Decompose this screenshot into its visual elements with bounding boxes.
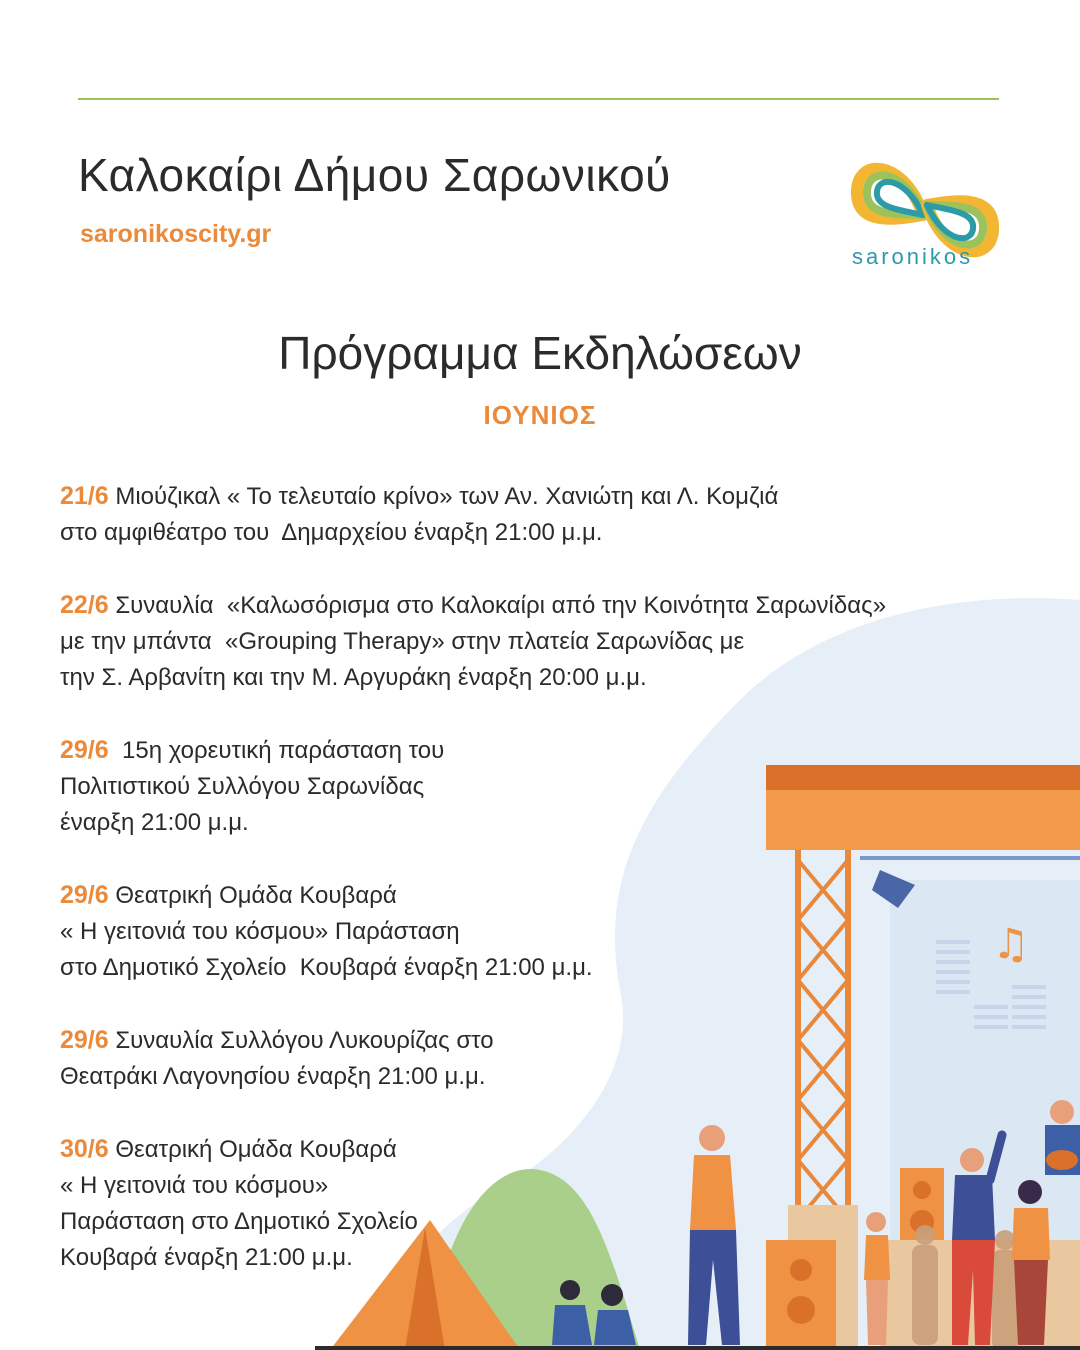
site-url-link[interactable]: saronikoscity.gr [80, 220, 272, 248]
music-note-icon: ♫ [992, 919, 1030, 968]
month-heading: ΙΟΥΝΙΟΣ [483, 400, 597, 430]
event-line: την Σ. Αρβανίτη και την Μ. Αργυράκη έναρξη 20:00 μ.μ. [60, 664, 647, 691]
event-line: « Η γειτονιά του κόσμου» Παράσταση [60, 918, 460, 945]
event-text: 15η χορευτική παράσταση του [108, 737, 445, 764]
event-line: Παράσταση στο Δημοτικό Σχολείο [60, 1208, 418, 1235]
event-line [60, 732, 980, 769]
event-line: Πολιτιστικού Συλλόγου Σαρωνίδας [60, 773, 425, 800]
event-line [60, 587, 980, 624]
event-line: στο αμφιθέατρο του Δημαρχείου έναρξη 21:00 μ.μ. [60, 519, 603, 546]
event-line [60, 478, 980, 515]
event-date: 22/6 [60, 591, 109, 619]
event-date: 29/6 [60, 881, 109, 909]
event-item [60, 877, 980, 986]
event-line [60, 1022, 980, 1059]
event-date: 30/6 [60, 1135, 109, 1163]
event-text: Θεατρική Ομάδα Κουβαρά [108, 882, 397, 909]
event-line [60, 1131, 980, 1168]
event-line: έναρξη 21:00 μ.μ. [60, 809, 249, 836]
event-line: « Η γειτονιά του κόσμου» [60, 1172, 329, 1199]
event-item [60, 1131, 980, 1276]
event-line: Θεατράκι Λαγονησίου έναρξη 21:00 μ.μ. [60, 1063, 486, 1090]
event-text: Συναυλία «Καλωσόρισμα στο Καλοκαίρι από την Κοινότητα Σαρωνίδας» [108, 592, 887, 619]
event-date: 21/6 [60, 482, 109, 510]
event-line [60, 877, 980, 914]
event-item [60, 587, 980, 696]
site-title: Καλοκαίρι Δήμου Σαρωνικού [78, 149, 671, 201]
event-text: Μιούζικαλ « Το τελευταίο κρίνο» των Αν. Χανιώτη και Λ. Κομζιά [108, 483, 779, 510]
event-line: με την μπάντα «Grouping Therapy» στην πλατεία Σαρωνίδας με [60, 628, 745, 655]
event-item [60, 1022, 980, 1095]
program-title: Πρόγραμμα Εκδηλώσεων [278, 327, 802, 379]
event-date: 29/6 [60, 736, 109, 764]
event-line: στο Δημοτικό Σχολείο Κουβαρά έναρξη 21:00 μ.μ. [60, 954, 593, 981]
event-line: Κουβαρά έναρξη 21:00 μ.μ. [60, 1244, 353, 1271]
event-date: 29/6 [60, 1026, 109, 1054]
event-item [60, 732, 980, 841]
event-item [60, 478, 980, 551]
event-list [60, 478, 980, 1312]
event-text: Συναυλία Συλλόγου Λυκουρίζας στο [108, 1027, 494, 1054]
logo-wordmark: saronikos [852, 244, 974, 269]
event-text: Θεατρική Ομάδα Κουβαρά [108, 1136, 397, 1163]
